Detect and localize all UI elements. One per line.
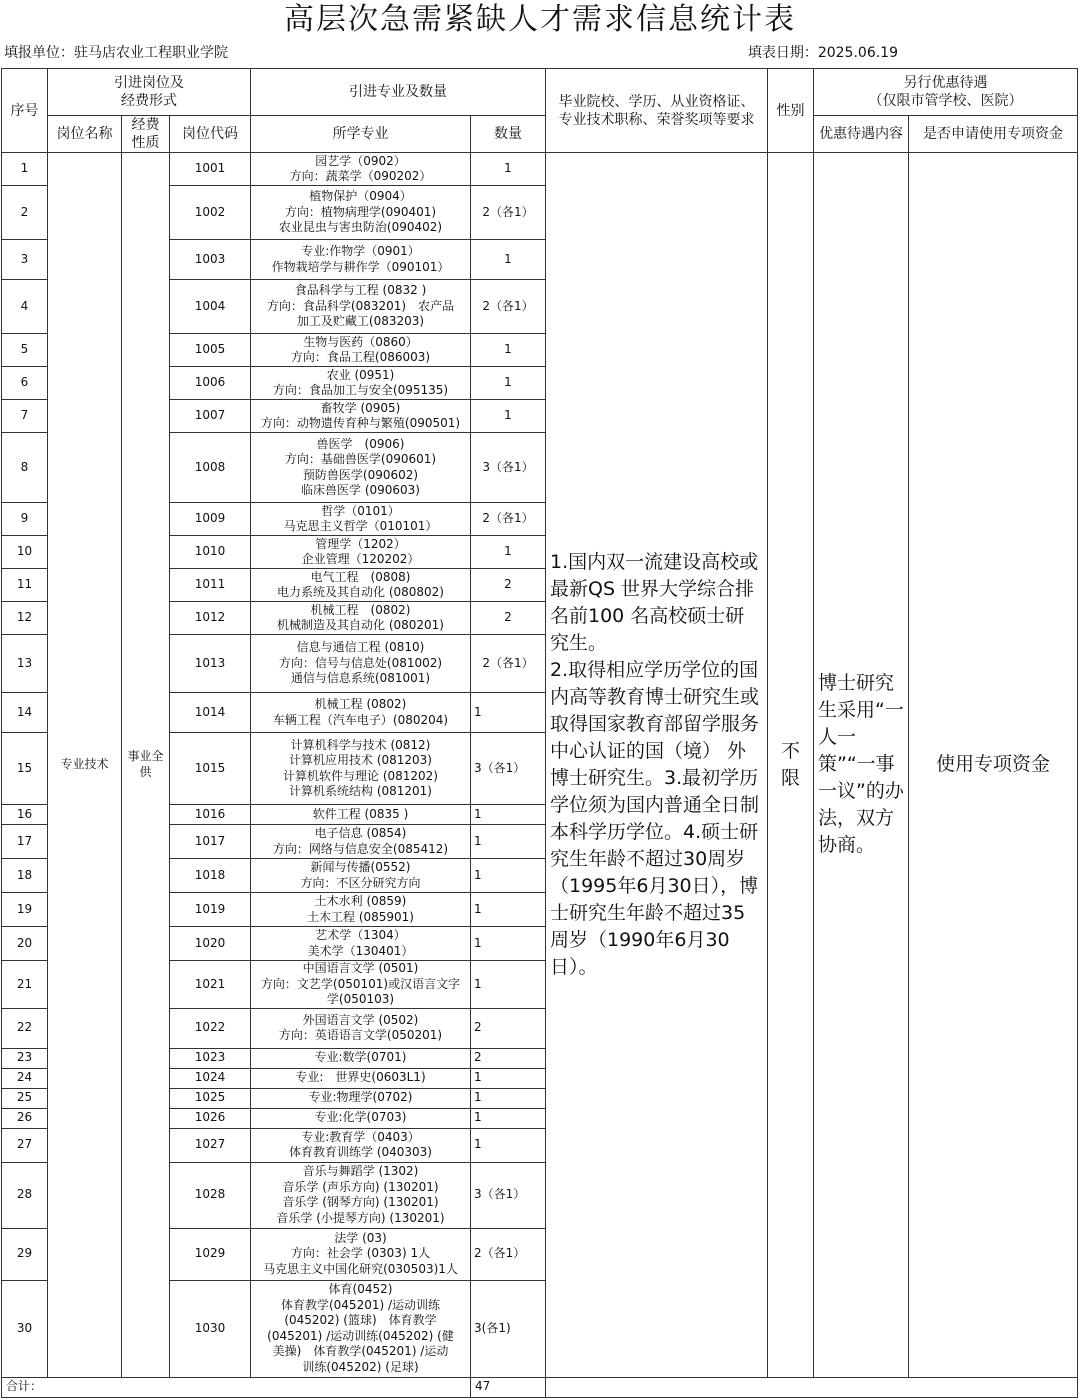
header-count: 数量 xyxy=(471,116,546,153)
row-count: 3(各1) xyxy=(471,1280,546,1377)
row-post-code: 1029 xyxy=(170,1228,251,1280)
row-major: 专业: 世界史(0603L1) xyxy=(251,1068,471,1088)
row-count: 2（各1） xyxy=(471,635,546,693)
row-count: 2 xyxy=(471,602,546,635)
row-count: 1 xyxy=(471,1128,546,1162)
row-post-code: 1001 xyxy=(170,153,251,186)
row-count: 2（各1） xyxy=(471,1228,546,1280)
row-seq: 8 xyxy=(2,433,48,503)
row-post-code: 1024 xyxy=(170,1068,251,1088)
row-count: 1 xyxy=(471,961,546,1009)
row-seq: 20 xyxy=(2,927,48,961)
header-post-name: 岗位名称 xyxy=(48,116,122,153)
row-major: 农业 (0951) 方向：食品加工与安全(095135) xyxy=(251,367,471,400)
row-count: 2（各1） xyxy=(471,280,546,334)
header-special-fund: 是否申请使用专项资金 xyxy=(909,116,1078,153)
row-count: 1 xyxy=(471,1068,546,1088)
row-post-code: 1018 xyxy=(170,859,251,893)
row-count: 1 xyxy=(471,153,546,186)
benefit-content-cell: 博士研究生采用“一人一策”“一事一议”的办法，双方协商。 xyxy=(814,153,909,1378)
row-count: 2 xyxy=(471,1008,546,1048)
row-post-code: 1026 xyxy=(170,1108,251,1128)
row-seq: 1 xyxy=(2,153,48,186)
requirements-cell: 1.国内双一流建设高校或最新QS 世界大学综合排名前100 名高校硕士研究生。 2.取得相应学历学位的国内高等教育博士研究生或取得国家教育部留学服务中心认证的国（境） 外博士研究生。3.最初学历学位须为国内普通全日制本科学历学位。4.硕士研究生年龄不超过30周岁（1995年6月30日），博士研究生年龄不超过35周岁（1990年6月30日）。 xyxy=(546,153,768,1378)
header-requirements: 毕业院校、学历、从业资格证、 专业技术职称、荣誉奖项等要求 xyxy=(546,69,768,153)
row-major: 生物与医药（0860） 方向：食品工程(086003) xyxy=(251,334,471,367)
gender-cell: 不 限 xyxy=(768,153,814,1378)
row-major: 机械工程 (0802) 机械制造及其自动化 (080201) xyxy=(251,602,471,635)
row-post-code: 1017 xyxy=(170,825,251,859)
row-major: 土木水利 (0859) 土木工程 (085901) xyxy=(251,893,471,927)
row-seq: 14 xyxy=(2,693,48,733)
row-post-code: 1022 xyxy=(170,1008,251,1048)
row-major: 哲学（0101） 马克思主义哲学（010101） xyxy=(251,503,471,536)
header-post-group: 引进岗位及 经费形式 xyxy=(48,69,251,116)
row-seq: 27 xyxy=(2,1128,48,1162)
row-major: 艺术学（1304） 美术学（130401） xyxy=(251,927,471,961)
row-count: 3（各1） xyxy=(471,433,546,503)
row-post-code: 1006 xyxy=(170,367,251,400)
row-seq: 16 xyxy=(2,805,48,825)
row-post-code: 1013 xyxy=(170,635,251,693)
header-gender: 性别 xyxy=(768,69,814,153)
reporting-unit: 填报单位：驻马店农业工程职业学院 xyxy=(4,45,228,61)
row-seq: 30 xyxy=(2,1280,48,1377)
row-count: 2 xyxy=(471,569,546,602)
row-post-code: 1011 xyxy=(170,569,251,602)
row-major: 新闻与传播(0552) 方向：不区分研究方向 xyxy=(251,859,471,893)
row-major: 音乐与舞蹈学 (1302) 音乐学 (声乐方向) (130201) 音乐学 (钢琴方向) (130201) 音乐学 (小提琴方向) (130201) xyxy=(251,1162,471,1228)
row-count: 1 xyxy=(471,367,546,400)
row-major: 专业:教育学（0403） 体育教育训练学 (040303) xyxy=(251,1128,471,1162)
row-post-code: 1030 xyxy=(170,1280,251,1377)
row-major: 专业:物理学(0702) xyxy=(251,1088,471,1108)
row-count: 1 xyxy=(471,400,546,433)
row-seq: 18 xyxy=(2,859,48,893)
table-row xyxy=(2,153,1078,186)
row-count: 1 xyxy=(471,240,546,280)
row-seq: 6 xyxy=(2,367,48,400)
row-major: 外国语言文学 (0502) 方向：英语语言文学(050201) xyxy=(251,1008,471,1048)
row-major: 机械工程 (0802) 车辆工程（汽车电子）(080204) xyxy=(251,693,471,733)
special-fund-cell: 使用专项资金 xyxy=(909,153,1078,1378)
row-seq: 24 xyxy=(2,1068,48,1088)
header-benefit-content: 优惠待遇内容 xyxy=(814,116,909,153)
row-major: 畜牧学 (0905) 方向：动物遗传育种与繁殖(090501) xyxy=(251,400,471,433)
row-major: 电气工程 (0808) 电力系统及其自动化 (080802) xyxy=(251,569,471,602)
talent-demand-table xyxy=(1,68,1078,1398)
row-seq: 12 xyxy=(2,602,48,635)
row-post-code: 1002 xyxy=(170,186,251,240)
row-seq: 5 xyxy=(2,334,48,367)
page-title: 高层次急需紧缺人才需求信息统计表 xyxy=(284,2,796,37)
row-post-code: 1007 xyxy=(170,400,251,433)
row-post-code: 1027 xyxy=(170,1128,251,1162)
row-post-code: 1023 xyxy=(170,1048,251,1068)
row-major: 专业:作物学（0901） 作物栽培学与耕作学（090101） xyxy=(251,240,471,280)
row-count: 2 xyxy=(471,1048,546,1068)
row-post-code: 1005 xyxy=(170,334,251,367)
row-count: 1 xyxy=(471,805,546,825)
row-count: 1 xyxy=(471,536,546,569)
row-seq: 15 xyxy=(2,733,48,805)
row-seq: 7 xyxy=(2,400,48,433)
total-count: 47 xyxy=(471,1377,546,1397)
row-count: 1 xyxy=(471,825,546,859)
row-major: 管理学（1202） 企业管理（120202） xyxy=(251,536,471,569)
post-name-cell: 专业技术 xyxy=(48,153,122,1378)
row-seq: 28 xyxy=(2,1162,48,1228)
row-count: 2（各1） xyxy=(471,503,546,536)
row-count: 1 xyxy=(471,1108,546,1128)
row-major: 中国语言文学 (0501) 方向：文艺学(050101)或汉语言文字 学(050103) xyxy=(251,961,471,1009)
row-seq: 2 xyxy=(2,186,48,240)
row-seq: 22 xyxy=(2,1008,48,1048)
row-post-code: 1025 xyxy=(170,1088,251,1108)
row-seq: 29 xyxy=(2,1228,48,1280)
header-funding: 经费 性质 xyxy=(122,116,170,153)
row-major: 软件工程 (0835 ) xyxy=(251,805,471,825)
total-blank xyxy=(546,1377,1078,1397)
row-post-code: 1020 xyxy=(170,927,251,961)
row-post-code: 1012 xyxy=(170,602,251,635)
row-count: 1 xyxy=(471,334,546,367)
row-post-code: 1010 xyxy=(170,536,251,569)
row-major: 食品科学与工程 (0832 ) 方向：食品科学(083201) 农产品 加工及贮藏工(083203) xyxy=(251,280,471,334)
row-post-code: 1003 xyxy=(170,240,251,280)
row-seq: 11 xyxy=(2,569,48,602)
row-seq: 25 xyxy=(2,1088,48,1108)
row-major: 专业:数学(0701) xyxy=(251,1048,471,1068)
row-major: 园艺学（0902） 方向：蔬菜学（090202） xyxy=(251,153,471,186)
row-count: 1 xyxy=(471,859,546,893)
row-post-code: 1019 xyxy=(170,893,251,927)
row-post-code: 1004 xyxy=(170,280,251,334)
report-date: 填表日期：2025.06.19 xyxy=(747,45,898,61)
row-major: 信息与通信工程 (0810) 方向：信号与信息处(081002) 通信与信息系统(081001) xyxy=(251,635,471,693)
total-label: 合计： xyxy=(2,1377,471,1397)
row-seq: 3 xyxy=(2,240,48,280)
row-major: 法学 (03) 方向：社会学 (0303) 1人 马克思主义中国化研究(030503)1人 xyxy=(251,1228,471,1280)
row-seq: 4 xyxy=(2,280,48,334)
row-major: 电子信息 (0854) 方向：网络与信息安全(085412) xyxy=(251,825,471,859)
row-seq: 17 xyxy=(2,825,48,859)
row-post-code: 1016 xyxy=(170,805,251,825)
row-post-code: 1015 xyxy=(170,733,251,805)
row-seq: 26 xyxy=(2,1108,48,1128)
row-count: 1 xyxy=(471,693,546,733)
header-major: 所学专业 xyxy=(251,116,471,153)
row-major: 计算机科学与技术 (0812) 计算机应用技术 (081203) 计算机软件与理论 (081202) 计算机系统结构 (081201) xyxy=(251,733,471,805)
total-row xyxy=(2,1377,1078,1397)
row-major: 植物保护（0904） 方向：植物病理学(090401) 农业昆虫与害虫防治(090402) xyxy=(251,186,471,240)
row-seq: 13 xyxy=(2,635,48,693)
row-post-code: 1014 xyxy=(170,693,251,733)
row-count: 2（各1） xyxy=(471,186,546,240)
row-count: 3（各1） xyxy=(471,733,546,805)
row-count: 3（各1） xyxy=(471,1162,546,1228)
row-seq: 9 xyxy=(2,503,48,536)
row-count: 1 xyxy=(471,893,546,927)
table-body xyxy=(2,153,1078,1398)
header-major-group: 引进专业及数量 xyxy=(251,69,546,116)
funding-cell: 事业全 供 xyxy=(122,153,170,1378)
header-benefits-group: 另行优惠待遇 （仅限市管学校、医院） xyxy=(814,69,1078,116)
row-post-code: 1021 xyxy=(170,961,251,1009)
row-post-code: 1008 xyxy=(170,433,251,503)
row-post-code: 1028 xyxy=(170,1162,251,1228)
row-post-code: 1009 xyxy=(170,503,251,536)
header-seq: 序号 xyxy=(2,69,48,153)
row-major: 体育(0452) 体育教学(045201) /运动训练 (045202) (篮球) 体育教学 (045201) /运动训练(045202) (健 美操) 体育教学(045201) /运动 训练(045202) (足球) xyxy=(251,1280,471,1377)
row-seq: 19 xyxy=(2,893,48,927)
row-count: 1 xyxy=(471,1088,546,1108)
row-major: 专业:化学(0703) xyxy=(251,1108,471,1128)
row-seq: 10 xyxy=(2,536,48,569)
row-seq: 23 xyxy=(2,1048,48,1068)
row-count: 1 xyxy=(471,927,546,961)
header-post-code: 岗位代码 xyxy=(170,116,251,153)
row-seq: 21 xyxy=(2,961,48,1009)
row-major: 兽医学 (0906) 方向：基础兽医学(090601) 预防兽医学(090602) 临床兽医学 (090603) xyxy=(251,433,471,503)
